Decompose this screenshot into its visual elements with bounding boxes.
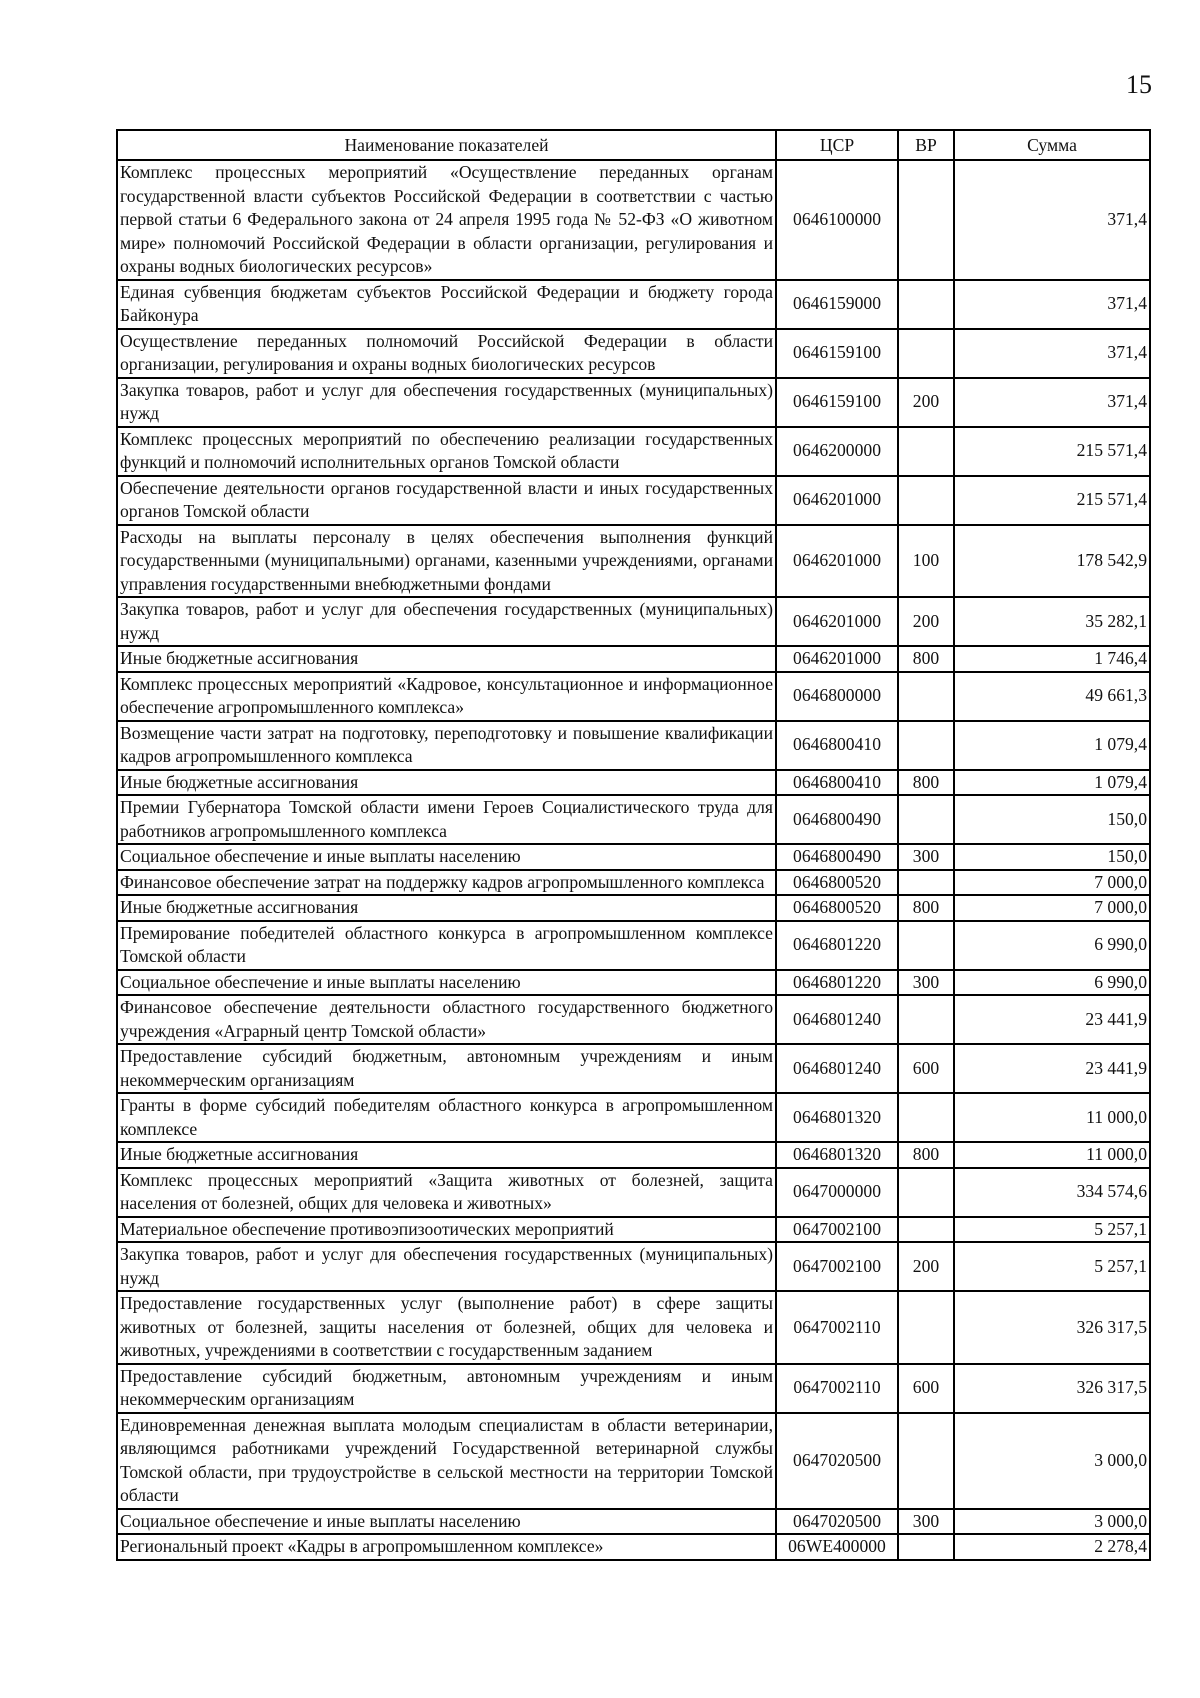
cell-name: Финансовое обеспечение затрат на поддержку кадров агропромышленного комплекса [117,870,776,896]
cell-csr: 0646801240 [776,1044,898,1093]
cell-name: Обеспечение деятельности органов государственной власти и иных государственных органов Томской области [117,476,776,525]
cell-name: Осуществление переданных полномочий Российской Федерации в области организации, регулирования и охраны водных биологических ресурсов [117,329,776,378]
cell-vr [898,1168,954,1217]
cell-csr: 0646801240 [776,995,898,1044]
cell-csr: 0646800520 [776,870,898,896]
cell-sum: 35 282,1 [954,597,1150,646]
cell-name: Закупка товаров, работ и услуг для обеспечения государственных (муниципальных) нужд [117,1242,776,1291]
cell-vr [898,721,954,770]
cell-sum: 7 000,0 [954,895,1150,921]
cell-csr: 0647002100 [776,1217,898,1243]
cell-vr [898,427,954,476]
cell-name: Единовременная денежная выплата молодым специалистам в области ветеринарии, являющимся работниками учреждений Государственной ветеринарной службы Томской области, при трудоустройстве в сельской местности на территории Томской области [117,1413,776,1509]
cell-name: Расходы на выплаты персоналу в целях обеспечения выполнения функций государственными (муниципальными) органами, казенными учреждениями, органами управления государственными внебюджетными фондами [117,525,776,598]
cell-sum: 326 317,5 [954,1291,1150,1364]
table-row [117,525,1150,598]
table-row [117,770,1150,796]
cell-csr: 0646800520 [776,895,898,921]
table-row [117,329,1150,378]
cell-vr [898,672,954,721]
cell-csr: 0646801320 [776,1142,898,1168]
cell-name: Материальное обеспечение противоэпизоотических мероприятий [117,1217,776,1243]
cell-sum: 11 000,0 [954,1093,1150,1142]
cell-sum: 2 278,4 [954,1534,1150,1560]
cell-vr: 800 [898,895,954,921]
table-row [117,1168,1150,1217]
header-csr: ЦСР [776,130,898,160]
table-header-row [117,130,1150,160]
cell-name: Иные бюджетные ассигнования [117,1142,776,1168]
cell-csr: 0646800490 [776,795,898,844]
cell-sum: 1 079,4 [954,770,1150,796]
cell-name: Комплекс процессных мероприятий по обеспечению реализации государственных функций и полномочий исполнительных органов Томской области [117,427,776,476]
budget-table [116,129,1151,1561]
cell-vr [898,995,954,1044]
cell-vr [898,870,954,896]
cell-sum: 23 441,9 [954,1044,1150,1093]
cell-name: Комплекс процессных мероприятий «Осуществление переданных органам государственной власти субъектов Российской Федерации в соответствии с частью первой статьи 6 Федерального закона от 24 апреля 1995 года № 52-ФЗ «О животном мире» полномочий Российской Федерации в области организации, регулирования и охраны водных биологических ресурсов» [117,160,776,280]
cell-sum: 5 257,1 [954,1242,1150,1291]
cell-vr [898,1413,954,1509]
cell-csr: 0647002110 [776,1291,898,1364]
cell-name: Премии Губернатора Томской области имени Героев Социалистического труда для работников агропромышленного комплекса [117,795,776,844]
cell-name: Единая субвенция бюджетам субъектов Российской Федерации и бюджету города Байконура [117,280,776,329]
cell-name: Финансовое обеспечение деятельности областного государственного бюджетного учреждения «Аграрный центр Томской области» [117,995,776,1044]
cell-csr: 0646159000 [776,280,898,329]
cell-vr: 300 [898,844,954,870]
cell-csr: 0646800490 [776,844,898,870]
cell-sum: 178 542,9 [954,525,1150,598]
table-row [117,160,1150,280]
table-row [117,844,1150,870]
cell-name: Комплекс процессных мероприятий «Кадровое, консультационное и информационное обеспечение агропромышленного комплекса» [117,672,776,721]
cell-sum: 3 000,0 [954,1509,1150,1535]
table-row [117,280,1150,329]
table-row [117,721,1150,770]
cell-vr: 800 [898,770,954,796]
table-row [117,1509,1150,1535]
cell-vr [898,921,954,970]
cell-csr: 0647020500 [776,1413,898,1509]
cell-csr: 0646201000 [776,525,898,598]
cell-name: Предоставление государственных услуг (выполнение работ) в сфере защиты животных от болезней, защиты населения от болезней, общих для человека и животных, учреждениями в соответствии с государственным заданием [117,1291,776,1364]
cell-sum: 23 441,9 [954,995,1150,1044]
cell-sum: 5 257,1 [954,1217,1150,1243]
cell-vr [898,329,954,378]
cell-name: Предоставление субсидий бюджетным, автономным учреждениям и иным некоммерческим организациям [117,1364,776,1413]
header-name: Наименование показателей [117,130,776,160]
cell-name: Иные бюджетные ассигнования [117,770,776,796]
cell-csr: 0646159100 [776,329,898,378]
table-row [117,1413,1150,1509]
cell-vr: 600 [898,1044,954,1093]
table-row [117,672,1150,721]
table-row [117,895,1150,921]
cell-name: Гранты в форме субсидий победителям областного конкурса в агропромышленном комплексе [117,1093,776,1142]
cell-sum: 215 571,4 [954,476,1150,525]
table-row [117,427,1150,476]
table-row [117,921,1150,970]
cell-sum: 6 990,0 [954,970,1150,996]
table-row [117,870,1150,896]
cell-name: Региональный проект «Кадры в агропромышленном комплексе» [117,1534,776,1560]
cell-name: Закупка товаров, работ и услуг для обеспечения государственных (муниципальных) нужд [117,597,776,646]
table-row [117,1142,1150,1168]
cell-sum: 1 079,4 [954,721,1150,770]
cell-vr: 800 [898,646,954,672]
cell-name: Иные бюджетные ассигнования [117,895,776,921]
cell-csr: 0647020500 [776,1509,898,1535]
cell-name: Предоставление субсидий бюджетным, автономным учреждениям и иным некоммерческим организациям [117,1044,776,1093]
table-row [117,1291,1150,1364]
cell-name: Социальное обеспечение и иные выплаты населению [117,1509,776,1535]
cell-name: Комплекс процессных мероприятий «Защита животных от болезней, защита населения от болезней, общих для человека и животных» [117,1168,776,1217]
cell-name: Социальное обеспечение и иные выплаты населению [117,970,776,996]
cell-vr [898,160,954,280]
cell-csr: 0646100000 [776,160,898,280]
cell-csr: 0646201000 [776,646,898,672]
table-row [117,476,1150,525]
table-row [117,970,1150,996]
cell-csr: 0646801220 [776,921,898,970]
table-row [117,795,1150,844]
cell-name: Социальное обеспечение и иные выплаты населению [117,844,776,870]
cell-sum: 49 661,3 [954,672,1150,721]
cell-sum: 150,0 [954,844,1150,870]
cell-sum: 150,0 [954,795,1150,844]
table-row [117,646,1150,672]
cell-name: Возмещение части затрат на подготовку, переподготовку и повышение квалификации кадров агропромышленного комплекса [117,721,776,770]
table-row [117,378,1150,427]
cell-vr: 800 [898,1142,954,1168]
table-row [117,1242,1150,1291]
cell-sum: 371,4 [954,378,1150,427]
header-vr: ВР [898,130,954,160]
cell-sum: 371,4 [954,329,1150,378]
cell-name: Закупка товаров, работ и услуг для обеспечения государственных (муниципальных) нужд [117,378,776,427]
table-row [117,1093,1150,1142]
cell-name: Премирование победителей областного конкурса в агропромышленном комплексе Томской области [117,921,776,970]
table-row [117,1217,1150,1243]
cell-csr: 0646800000 [776,672,898,721]
cell-sum: 215 571,4 [954,427,1150,476]
cell-csr: 0647002100 [776,1242,898,1291]
cell-csr: 06WE400000 [776,1534,898,1560]
cell-vr: 600 [898,1364,954,1413]
cell-vr [898,1291,954,1364]
cell-csr: 0646201000 [776,597,898,646]
cell-vr: 300 [898,970,954,996]
table-body [117,160,1150,1560]
table-row [117,1534,1150,1560]
cell-vr: 200 [898,1242,954,1291]
cell-csr: 0647002110 [776,1364,898,1413]
cell-vr: 300 [898,1509,954,1535]
cell-sum: 11 000,0 [954,1142,1150,1168]
cell-vr [898,1217,954,1243]
page-number: 15 [1126,70,1152,99]
cell-name: Иные бюджетные ассигнования [117,646,776,672]
cell-vr: 100 [898,525,954,598]
table-row [117,597,1150,646]
cell-vr: 200 [898,597,954,646]
cell-csr: 0646201000 [776,476,898,525]
cell-vr [898,1093,954,1142]
cell-sum: 326 317,5 [954,1364,1150,1413]
cell-vr [898,795,954,844]
table-row [117,995,1150,1044]
header-sum: Сумма [954,130,1150,160]
cell-csr: 0646801320 [776,1093,898,1142]
cell-csr: 0646800410 [776,770,898,796]
cell-sum: 371,4 [954,280,1150,329]
table-row [117,1044,1150,1093]
cell-vr: 200 [898,378,954,427]
cell-csr: 0646200000 [776,427,898,476]
table-row [117,1364,1150,1413]
cell-vr [898,476,954,525]
cell-vr [898,280,954,329]
cell-sum: 334 574,6 [954,1168,1150,1217]
cell-csr: 0646159100 [776,378,898,427]
cell-csr: 0646801220 [776,970,898,996]
cell-csr: 0646800410 [776,721,898,770]
cell-sum: 7 000,0 [954,870,1150,896]
cell-vr [898,1534,954,1560]
cell-csr: 0647000000 [776,1168,898,1217]
cell-sum: 371,4 [954,160,1150,280]
cell-sum: 6 990,0 [954,921,1150,970]
cell-sum: 1 746,4 [954,646,1150,672]
cell-sum: 3 000,0 [954,1413,1150,1509]
